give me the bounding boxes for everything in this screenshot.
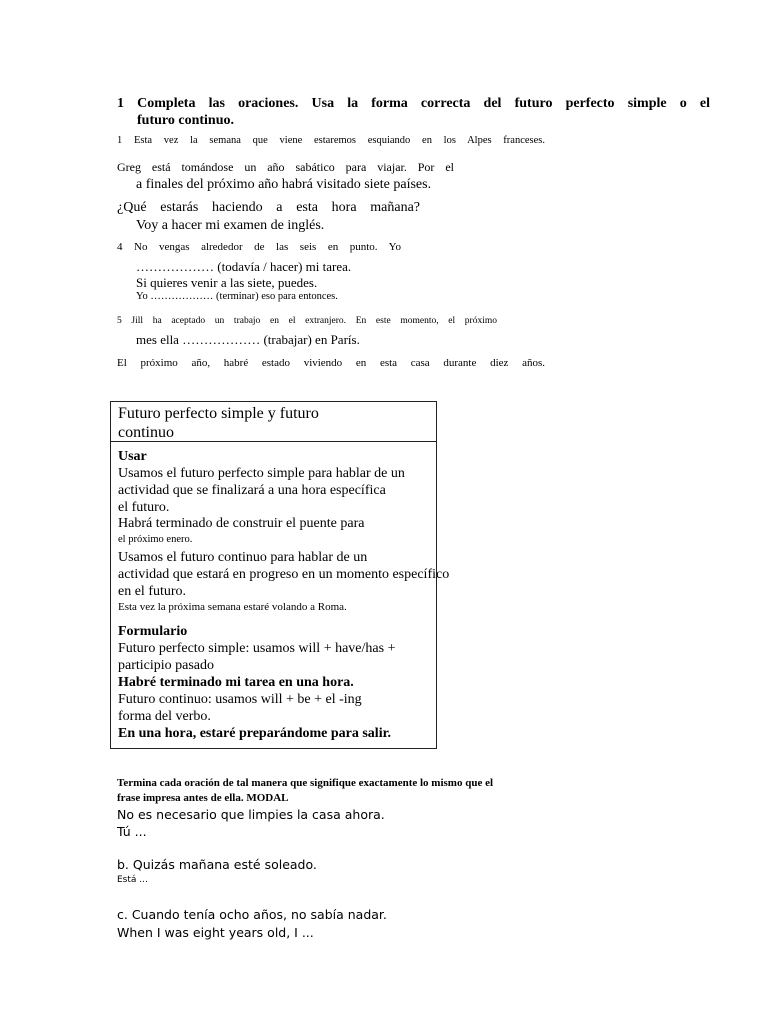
- grammar-box-title-area: [111, 402, 436, 442]
- sentence-4-line3: Si quieres venir a las siete, puedes.: [136, 275, 318, 290]
- exercise2-a-prompt: No es necesario que limpies la casa ahora.: [117, 807, 385, 822]
- usar-line: Usamos el futuro continuo para hablar de un: [118, 550, 368, 565]
- exercise2-c-prompt: c. Cuando tenía ocho años, no sabía nadar.: [117, 907, 387, 922]
- sentence-1: 1 Esta vez la semana que viene estaremos esquiando en los Alpes franceses.: [117, 135, 545, 146]
- sentence-3-line2: Voy a hacer mi examen de inglés.: [136, 218, 325, 233]
- exercise2-b-answer: Está ...: [117, 875, 148, 885]
- exercise2-heading-line1: Termina cada oración de tal manera que signifique exactamente lo mismo que el: [117, 777, 494, 789]
- grammar-box: [110, 401, 450, 749]
- usar-line: Esta vez la próxima semana estaré volando a Roma.: [118, 601, 347, 613]
- usar-line: actividad que se finalizará a una hora específica: [118, 483, 386, 498]
- formulario-line: forma del verbo.: [118, 709, 211, 724]
- grammar-box-title-line2: continuo: [118, 424, 174, 441]
- exercise2-a-answer: Tú ...: [117, 824, 147, 839]
- formulario-example: Habré terminado mi tarea en una hora.: [118, 675, 354, 690]
- formulario-line: participio pasado: [118, 658, 215, 673]
- sentence-4-line2: ……………… (todavía / hacer) mi tarea.: [136, 259, 352, 274]
- formulario-line: Futuro continuo: usamos will + be + el -ing: [118, 692, 362, 707]
- grammar-box-title: [118, 404, 319, 442]
- sentence-2-line2: a finales del próximo año habrá visitado siete países.: [136, 177, 432, 192]
- exercise2-c-answer: When I was eight years old, I ...: [117, 925, 314, 940]
- sentence-4-line1: 4 No vengas alrededor de las seis en punto. Yo: [117, 241, 401, 253]
- sentence-5-line2: mes ella ……………… (trabajar) en París.: [136, 332, 360, 347]
- usar-line: Habrá terminado de construir el puente para: [118, 516, 365, 531]
- grammar-box-title-line1: Futuro perfecto simple y futuro: [118, 405, 319, 422]
- usar-line: el próximo enero.: [118, 534, 193, 545]
- usar-line: el futuro.: [118, 500, 170, 515]
- exercise1-heading: [117, 95, 710, 129]
- usar-line: actividad que estará en progreso en un momento específico: [118, 567, 450, 582]
- exercise2-heading-line2: frase impresa antes de ella. MODAL: [117, 792, 289, 804]
- usar-line: en el futuro.: [118, 584, 187, 599]
- formulario-example: En una hora, estaré preparándome para salir.: [118, 726, 392, 741]
- sentence-5-line1: 5 Jill ha aceptado un trabajo en el extranjero. En este momento, el próximo: [117, 316, 497, 326]
- sentence-2-line1: Greg está tomándose un año sabático para viajar. Por el: [117, 160, 454, 174]
- sentence-6: El próximo año, habré estado viviendo en esta casa durante diez años.: [117, 357, 545, 369]
- sentence-3-line1: ¿Qué estarás haciendo a esta hora mañana?: [117, 200, 420, 215]
- exercise2-b-prompt: b. Quizás mañana esté soleado.: [117, 857, 317, 872]
- formulario-line: Futuro perfecto simple: usamos will + have/has +: [118, 641, 396, 656]
- exercise1-heading-line1: 1 Completa las oraciones. Usa la forma correcta del futuro perfecto simple o el: [117, 96, 710, 111]
- usar-line: Usamos el futuro perfecto simple para hablar de un: [118, 466, 405, 481]
- usar-heading: Usar: [118, 449, 147, 464]
- sentence-4-line4: Yo ……………… (terminar) eso para entonces.: [136, 291, 338, 302]
- exercise1-heading-line2: futuro continuo.: [137, 113, 234, 128]
- formulario-heading: Formulario: [118, 624, 188, 639]
